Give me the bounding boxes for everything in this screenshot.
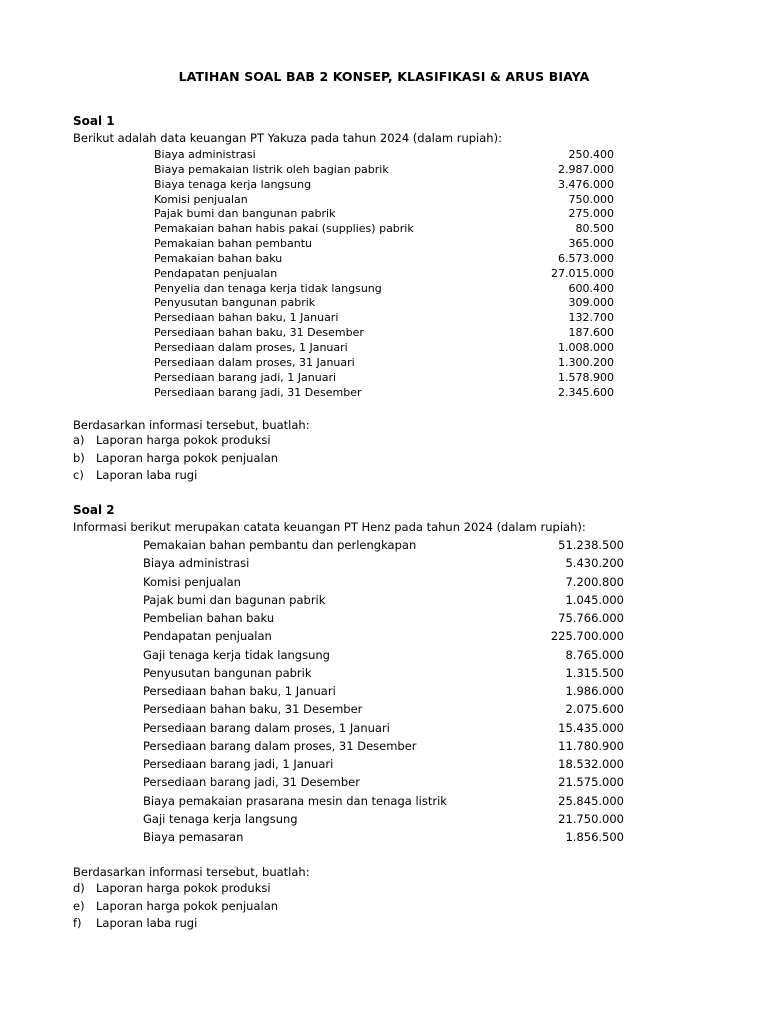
item-label: Gaji tenaga kerja langsung	[143, 811, 298, 826]
table-row	[143, 609, 624, 627]
table-row	[143, 755, 624, 773]
table-row	[143, 700, 624, 718]
item-value: 11.780.900	[558, 738, 624, 753]
item-label: Biaya pemakaian listrik oleh bagian pabrik	[154, 162, 389, 176]
task-label: Laporan laba rugi	[96, 468, 198, 482]
table-row	[143, 646, 624, 664]
item-label: Pendapatan penjualan	[143, 629, 272, 644]
table-row	[143, 573, 624, 591]
item-label: Biaya tenaga kerja langsung	[154, 177, 312, 191]
item-label: Gaji tenaga kerja tidak langsung	[143, 647, 330, 662]
table-row	[143, 792, 624, 810]
item-value: 27.015.000	[551, 266, 614, 280]
item-label: Biaya administrasi	[143, 556, 250, 571]
table-row	[154, 237, 614, 252]
item-value: 15.435.000	[558, 720, 624, 735]
item-value: 365.000	[568, 237, 614, 251]
item-label: Pemakaian bahan baku	[154, 251, 283, 265]
item-label: Persediaan barang dalam proses, 31 Desember	[143, 738, 417, 753]
item-label: Persediaan barang jadi, 31 Desember	[154, 385, 362, 399]
table-row	[143, 773, 624, 791]
item-label: Persediaan bahan baku, 1 Januari	[143, 684, 336, 698]
item-label: Pembelian bahan baku	[143, 611, 275, 625]
item-value: 275.000	[568, 207, 614, 221]
table-row	[154, 148, 614, 163]
item-label: Pemakaian bahan habis pakai (supplies) pabrik	[154, 222, 414, 236]
task-label: Laporan harga pokok penjualan	[96, 899, 279, 913]
item-value: 750.000	[568, 192, 614, 206]
item-label: Komisi penjualan	[154, 192, 248, 206]
table-row	[154, 252, 614, 267]
table-row	[143, 719, 624, 737]
item-value: 3.476.000	[558, 177, 614, 191]
table-row	[143, 591, 624, 609]
item-value: 80.500	[575, 222, 614, 236]
item-label: Biaya administrasi	[154, 148, 256, 161]
task-label: Laporan laba rugi	[96, 916, 198, 930]
task-letter: e)	[73, 899, 85, 913]
item-value: 18.532.000	[558, 757, 624, 771]
table-row	[154, 326, 614, 341]
soal2-instruction: Berdasarkan informasi tersebut, buatlah:	[73, 865, 310, 879]
soal1-intro: Berikut adalah data keuangan PT Yakuza pada tahun 2024 (dalam rupiah):	[73, 131, 502, 145]
item-value: 132.700	[568, 311, 614, 325]
item-label: Persediaan bahan baku, 1 Januari	[154, 311, 339, 325]
soal2-intro: Informasi berikut merupakan catata keuangan PT Henz pada tahun 2024 (dalam rupiah):	[73, 520, 586, 534]
item-label: Persediaan bahan baku, 31 Desember	[143, 702, 363, 717]
table-row	[143, 554, 624, 572]
item-label: Komisi penjualan	[143, 574, 241, 589]
table-row	[143, 737, 624, 755]
item-value: 1.578.900	[558, 370, 614, 384]
item-value: 2.345.600	[558, 385, 614, 399]
table-row	[154, 356, 614, 371]
table-row	[154, 341, 614, 356]
table-row	[143, 828, 624, 846]
item-label: Biaya pemakaian prasarana mesin dan tenaga listrik	[143, 793, 447, 808]
soal2-heading: Soal 2	[73, 503, 115, 517]
item-value: 75.766.000	[558, 611, 624, 625]
task-label: Laporan harga pokok produksi	[96, 433, 271, 447]
item-value: 1.300.200	[558, 355, 614, 369]
task-letter: c)	[73, 468, 84, 482]
task-letter: f)	[73, 916, 82, 930]
item-label: Pemakaian bahan pembantu	[154, 237, 312, 251]
item-value: 8.765.000	[565, 647, 624, 662]
table-row	[143, 664, 624, 682]
table-row	[154, 311, 614, 326]
table-row	[154, 386, 614, 401]
item-label: Persediaan bahan baku, 31 Desember	[154, 326, 364, 340]
task-letter: a)	[73, 433, 85, 447]
item-value: 25.845.000	[558, 793, 624, 808]
item-value: 5.430.200	[565, 556, 624, 571]
item-label: Persediaan barang dalam proses, 1 Januari	[143, 720, 390, 735]
table-row	[154, 178, 614, 193]
item-value: 6.573.000	[558, 251, 614, 265]
item-label: Pajak bumi dan bagunan pabrik	[143, 592, 326, 607]
item-label: Pemakaian bahan pembantu dan perlengkapan	[143, 538, 417, 552]
item-value: 250.400	[568, 148, 614, 161]
table-row	[154, 207, 614, 222]
item-label: Penyusutan bangunan pabrik	[143, 665, 312, 680]
item-label: Penyelia dan tenaga kerja tidak langsung	[154, 281, 382, 295]
item-value: 1.856.500	[565, 830, 624, 844]
soal1-instruction: Berdasarkan informasi tersebut, buatlah:	[73, 418, 310, 432]
table-row	[154, 282, 614, 297]
table-row	[143, 536, 624, 554]
item-value: 600.400	[568, 281, 614, 295]
task-label: Laporan harga pokok produksi	[96, 881, 271, 895]
item-label: Pendapatan penjualan	[154, 266, 278, 280]
table-row	[154, 267, 614, 282]
soal1-table	[154, 148, 614, 400]
item-value: 7.200.800	[565, 574, 624, 589]
item-value: 51.238.500	[558, 538, 624, 552]
item-value: 309.000	[568, 296, 614, 310]
task-letter: d)	[73, 881, 85, 895]
table-row	[143, 627, 624, 645]
soal2-table	[143, 536, 624, 846]
table-row	[143, 810, 624, 828]
item-label: Persediaan dalam proses, 31 Januari	[154, 355, 355, 369]
task-label: Laporan harga pokok penjualan	[96, 451, 279, 465]
table-row	[154, 296, 614, 311]
document-title: LATIHAN SOAL BAB 2 KONSEP, KLASIFIKASI & ARUS BIAYA	[178, 69, 590, 84]
table-row	[143, 682, 624, 700]
item-label: Pajak bumi dan bangunan pabrik	[154, 207, 336, 221]
item-label: Persediaan barang jadi, 31 Desember	[143, 775, 360, 790]
item-label: Biaya pemasaran	[143, 830, 244, 844]
item-value: 1.986.000	[565, 684, 624, 698]
table-row	[154, 371, 614, 386]
item-value: 225.700.000	[550, 629, 624, 644]
soal1-heading: Soal 1	[73, 114, 115, 128]
item-value: 1.315.500	[565, 665, 624, 680]
item-label: Persediaan barang jadi, 1 Januari	[143, 757, 334, 771]
item-label: Persediaan dalam proses, 1 Januari	[154, 340, 348, 354]
item-value: 2.075.600	[565, 702, 624, 717]
table-row	[154, 222, 614, 237]
item-value: 1.008.000	[558, 340, 614, 354]
item-value: 21.750.000	[558, 811, 624, 826]
item-value: 2.987.000	[558, 162, 614, 176]
item-label: Penyusutan bangunan pabrik	[154, 296, 316, 310]
item-label: Persediaan barang jadi, 1 Januari	[154, 370, 337, 384]
table-row	[154, 163, 614, 178]
item-value: 187.600	[568, 326, 614, 340]
task-letter: b)	[73, 451, 85, 465]
item-value: 1.045.000	[565, 592, 624, 607]
table-row	[154, 193, 614, 208]
item-value: 21.575.000	[558, 775, 624, 790]
